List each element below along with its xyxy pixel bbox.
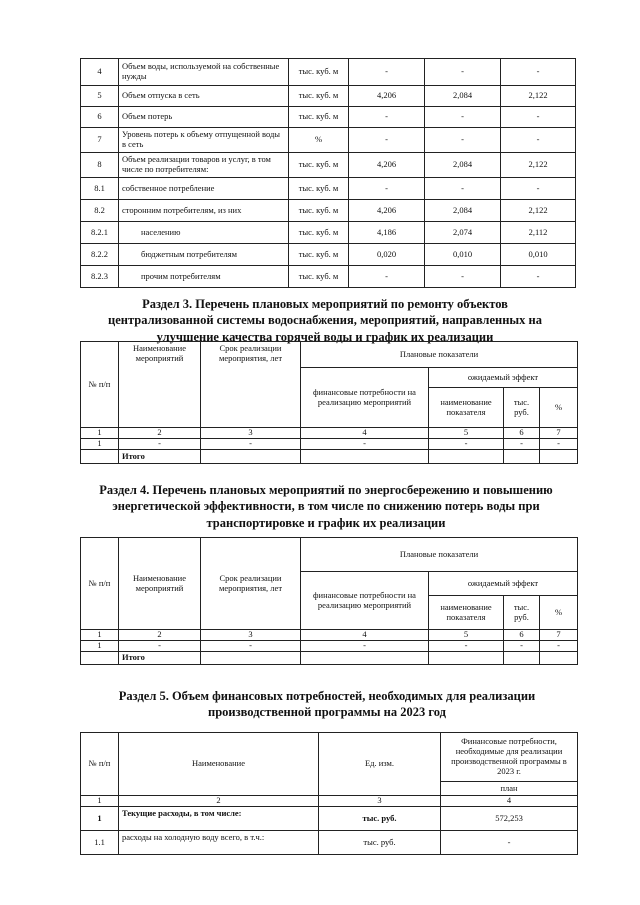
cell	[429, 652, 504, 665]
table-row	[81, 807, 578, 831]
header-effect: ожидаемый эффект	[429, 572, 578, 596]
table-header-row	[81, 342, 578, 368]
section3-table	[80, 341, 578, 464]
col-number: 3	[319, 796, 441, 807]
row-unit: тыс. куб. м	[289, 153, 349, 178]
col-number: 2	[119, 428, 201, 439]
table-row	[81, 59, 576, 86]
row-total: -	[349, 128, 425, 153]
cell: -	[429, 439, 504, 450]
row-unit: тыс. куб. м	[289, 59, 349, 86]
row-half1: -	[425, 128, 501, 153]
row-total: 4,206	[349, 86, 425, 107]
header-plan: план	[441, 782, 578, 796]
column-number-row	[81, 630, 578, 641]
row-value: -	[441, 831, 578, 855]
row-number: 8.1	[81, 178, 119, 200]
row-unit: тыс. куб. м	[289, 107, 349, 128]
col-number: 1	[81, 796, 119, 807]
total-row	[81, 450, 578, 464]
row-unit: тыс. куб. м	[289, 200, 349, 222]
col-number: 5	[429, 630, 504, 641]
row-half2: 2,122	[501, 153, 576, 178]
header-pct: %	[540, 596, 578, 630]
table-row	[81, 831, 578, 855]
header-term: Срок реализации мероприятия, лет	[201, 538, 301, 630]
row-number: 8	[81, 153, 119, 178]
row-number: 5	[81, 86, 119, 107]
header-finance: Финансовые потребности, необходимые для реализации производственной программы в 2023 г.	[441, 733, 578, 782]
table-row	[81, 244, 576, 266]
col-number: 7	[540, 630, 578, 641]
table-row	[81, 86, 576, 107]
col-number: 7	[540, 428, 578, 439]
cell: -	[201, 439, 301, 450]
table-row	[81, 178, 576, 200]
total-label: Итого	[119, 652, 201, 665]
cell	[81, 450, 119, 464]
row-total: -	[349, 266, 425, 288]
header-rub: тыс. руб.	[504, 596, 540, 630]
row-number: 8.2.2	[81, 244, 119, 266]
col-number: 6	[504, 428, 540, 439]
cell: 1	[81, 439, 119, 450]
row-name: Объем потерь	[119, 107, 289, 128]
row-half2: -	[501, 128, 576, 153]
row-unit: тыс. куб. м	[289, 244, 349, 266]
row-unit: тыс. куб. м	[289, 266, 349, 288]
cell: -	[540, 641, 578, 652]
cell	[540, 450, 578, 464]
header-planned: Плановые показатели	[301, 342, 578, 368]
row-half1: 0,010	[425, 244, 501, 266]
row-number: 8.2.1	[81, 222, 119, 244]
table-row	[81, 439, 578, 450]
row-name: расходы на холодную воду всего, в т.ч.:	[119, 831, 319, 855]
cell	[301, 450, 429, 464]
cell	[540, 652, 578, 665]
col-number: 3	[201, 428, 301, 439]
row-half2: 0,010	[501, 244, 576, 266]
row-unit: %	[289, 128, 349, 153]
row-half1: -	[425, 59, 501, 86]
table-row	[81, 200, 576, 222]
row-number: 8.2.3	[81, 266, 119, 288]
header-indicator: наименование показателя	[429, 388, 504, 428]
col-number: 6	[504, 630, 540, 641]
row-total: 0,020	[349, 244, 425, 266]
header-num: № п/п	[81, 342, 119, 428]
header-finance: финансовые потребности на реализацию мероприятий	[301, 572, 429, 630]
table-row	[81, 107, 576, 128]
row-half2: -	[501, 59, 576, 86]
row-half1: 2,074	[425, 222, 501, 244]
total-row	[81, 652, 578, 665]
row-name: Объем воды, используемой на собственные нужды	[119, 59, 289, 86]
row-name: Уровень потерь к объему отпущенной воды в сеть	[119, 128, 289, 153]
section3-title: Раздел 3. Перечень плановых мероприятий по ремонту объектов централизованной системы водоснабжения, мероприятий, направленных на улучшение качества горячей воды и график их реализации	[108, 297, 542, 344]
header-name: Наименование	[119, 733, 319, 796]
section4-table	[80, 537, 578, 665]
col-number: 1	[81, 428, 119, 439]
cell: -	[540, 439, 578, 450]
section5-table	[80, 732, 578, 855]
row-total: 4,206	[349, 200, 425, 222]
column-number-row	[81, 428, 578, 439]
row-total: -	[349, 59, 425, 86]
header-finance: финансовые потребности на реализацию мероприятий	[301, 368, 429, 428]
table-row	[81, 128, 576, 153]
row-half1: 2,084	[425, 86, 501, 107]
cell	[81, 652, 119, 665]
row-half2: -	[501, 107, 576, 128]
table-header-row	[81, 538, 578, 572]
row-number: 7	[81, 128, 119, 153]
cell: -	[504, 439, 540, 450]
row-name: прочим потребителям	[119, 266, 289, 288]
row-half1: -	[425, 266, 501, 288]
table-header-row	[81, 733, 578, 782]
cell: -	[504, 641, 540, 652]
header-pct: %	[540, 388, 578, 428]
cell	[301, 652, 429, 665]
row-half1: -	[425, 107, 501, 128]
col-number: 4	[301, 630, 429, 641]
cell	[201, 652, 301, 665]
cell: -	[119, 439, 201, 450]
col-number: 4	[441, 796, 578, 807]
row-number: 1	[81, 807, 119, 831]
header-term: Срок реализации мероприятия, лет	[201, 342, 301, 428]
header-name: Наименование мероприятий	[119, 342, 201, 428]
row-name: Текущие расходы, в том числе:	[119, 807, 319, 831]
row-name: населению	[119, 222, 289, 244]
section5-title: Раздел 5. Объем финансовых потребностей, необходимых для реализации производственной программы на 2023 год	[118, 689, 536, 720]
col-number: 2	[119, 630, 201, 641]
header-planned: Плановые показатели	[301, 538, 578, 572]
table-row	[81, 222, 576, 244]
row-half1: 2,084	[425, 153, 501, 178]
row-number: 1.1	[81, 831, 119, 855]
row-total: -	[349, 178, 425, 200]
row-name: Объем реализации товаров и услуг, в том числе по потребителям:	[119, 153, 289, 178]
row-value: 572,253	[441, 807, 578, 831]
cell: -	[301, 641, 429, 652]
row-name: сторонним потребителям, из них	[119, 200, 289, 222]
row-name: Объем отпуска в сеть	[119, 86, 289, 107]
table-row	[81, 266, 576, 288]
col-number: 2	[119, 796, 319, 807]
row-total: 4,186	[349, 222, 425, 244]
row-half2: 2,122	[501, 86, 576, 107]
row-unit: тыс. куб. м	[289, 178, 349, 200]
cell: 1	[81, 641, 119, 652]
row-half2: -	[501, 266, 576, 288]
section4-title: Раздел 4. Перечень плановых мероприятий по энергосбережению и повышению энергетической эффективности, в том числе по снижению потерь воды при транспортировке и график их реализации	[99, 483, 553, 530]
row-number: 8.2	[81, 200, 119, 222]
row-number: 6	[81, 107, 119, 128]
row-half2: -	[501, 178, 576, 200]
row-name: собственное потребление	[119, 178, 289, 200]
header-indicator: наименование показателя	[429, 596, 504, 630]
cell	[201, 450, 301, 464]
col-number: 4	[301, 428, 429, 439]
cell	[504, 450, 540, 464]
row-half2: 2,122	[501, 200, 576, 222]
header-rub: тыс. руб.	[504, 388, 540, 428]
cell: -	[301, 439, 429, 450]
row-half2: 2,112	[501, 222, 576, 244]
col-number: 1	[81, 630, 119, 641]
total-label: Итого	[119, 450, 201, 464]
row-unit: тыс. руб.	[319, 831, 441, 855]
row-half1: 2,084	[425, 200, 501, 222]
table-row	[81, 153, 576, 178]
header-unit: Ед. изм.	[319, 733, 441, 796]
col-number: 5	[429, 428, 504, 439]
water-volume-table	[80, 58, 576, 288]
row-unit: тыс. куб. м	[289, 86, 349, 107]
cell	[504, 652, 540, 665]
col-number: 3	[201, 630, 301, 641]
row-number: 4	[81, 59, 119, 86]
header-effect: ожидаемый эффект	[429, 368, 578, 388]
header-name: Наименование мероприятий	[119, 538, 201, 630]
cell: -	[429, 641, 504, 652]
cell: -	[201, 641, 301, 652]
header-num: № п/п	[81, 538, 119, 630]
cell: -	[119, 641, 201, 652]
row-total: -	[349, 107, 425, 128]
header-num: № п/п	[81, 733, 119, 796]
row-unit: тыс. руб.	[319, 807, 441, 831]
row-total: 4,206	[349, 153, 425, 178]
table-row	[81, 641, 578, 652]
row-name: бюджетным потребителям	[119, 244, 289, 266]
row-unit: тыс. куб. м	[289, 222, 349, 244]
column-number-row	[81, 796, 578, 807]
cell	[429, 450, 504, 464]
row-half1: -	[425, 178, 501, 200]
